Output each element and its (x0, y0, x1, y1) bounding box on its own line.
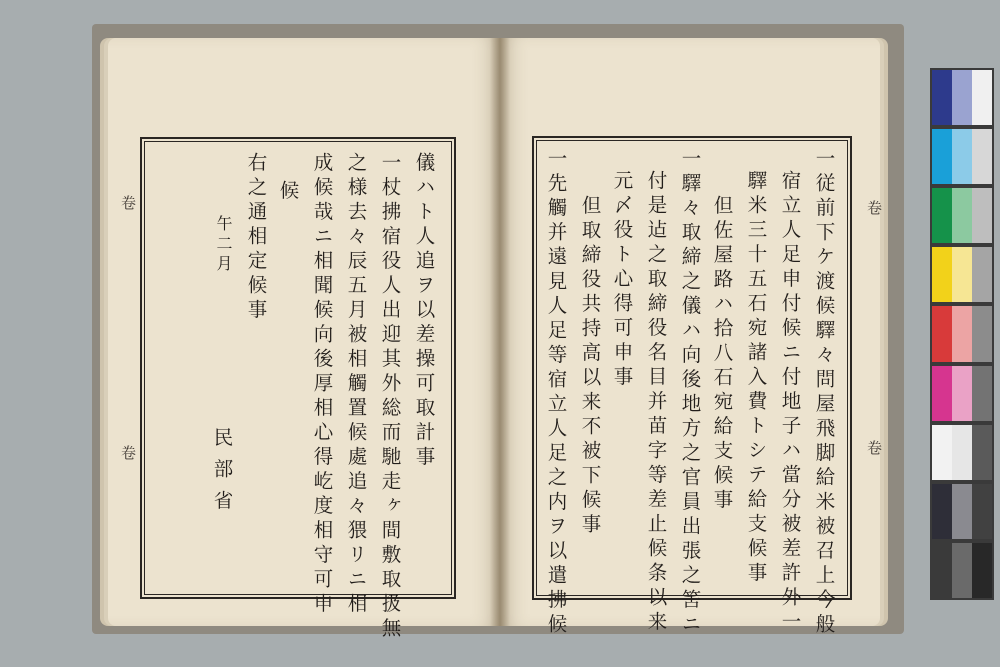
color-swatch-light (952, 543, 972, 598)
color-swatch-light (952, 484, 972, 539)
color-swatch-light (952, 70, 972, 125)
gray-swatch (972, 366, 992, 421)
color-swatch-light (952, 306, 972, 361)
right-column-3: 驛米三十五石宛諸入費トシテ給支候事 (744, 170, 768, 587)
color-swatch-light (952, 425, 972, 480)
left-column-8: 民部省 (210, 427, 234, 522)
left-column-7: 午二月 (214, 215, 233, 275)
color-swatch-light (952, 247, 972, 302)
color-swatch (932, 70, 952, 125)
book-gutter (490, 38, 510, 626)
gray-swatch (972, 70, 992, 125)
gray-swatch (972, 129, 992, 184)
page-edge-mark: 卷 (119, 195, 137, 211)
color-swatch (932, 484, 952, 539)
right-column-9: 一先觸并遠見人足等宿立人足之内ヲ以遣拂候 (544, 148, 568, 638)
right-column-6: 付是迠之取締役名目并苗字等差止候条以来 (644, 170, 668, 636)
color-swatch (932, 425, 952, 480)
gray-swatch (972, 543, 992, 598)
color-calibration-strip (930, 68, 994, 600)
color-swatch (932, 543, 952, 598)
page-edge-mark: 卷 (865, 440, 883, 456)
right-column-1: 一従前下ケ渡候驛々問屋飛脚給米被召上今般 (812, 148, 836, 638)
right-column-7: 元〆役ト心得可申事 (610, 170, 634, 391)
color-swatch (932, 366, 952, 421)
page-edge-mark: 卷 (865, 200, 883, 216)
right-column-2: 宿立人足申付候ニ付地子ハ當分被差許外一 (778, 170, 802, 636)
color-swatch-light (952, 188, 972, 243)
color-swatch (932, 306, 952, 361)
left-text-frame (140, 137, 456, 599)
page-edge-mark: 卷 (119, 445, 137, 461)
right-column-4: 但佐屋路ハ拾八石宛給支候事 (710, 195, 734, 514)
gray-swatch (972, 306, 992, 361)
left-column-3: 之様去々辰五月被相觸置候處追々猥リニ相 (344, 152, 368, 618)
color-swatch (932, 188, 952, 243)
left-column-4: 成候哉ニ相聞候向後厚相心得屹度相守可申 (310, 152, 334, 618)
right-column-8: 但取締役共持高以来不被下候事 (578, 195, 602, 538)
color-swatch (932, 247, 952, 302)
gray-swatch (972, 425, 992, 480)
color-swatch (932, 129, 952, 184)
left-column-1: 儀ハト人追ヲ以差操可取計事 (412, 152, 436, 471)
color-swatch-light (952, 366, 972, 421)
left-column-6: 右之通相定候事 (244, 152, 268, 324)
gray-swatch (972, 188, 992, 243)
left-column-5: 候 (276, 180, 300, 205)
right-column-5: 一驛々取締之儀ハ向後地方之官員出張之筈ニ (678, 148, 702, 638)
gray-swatch (972, 247, 992, 302)
color-swatch-light (952, 129, 972, 184)
gray-swatch (972, 484, 992, 539)
left-column-2: 一杖拂宿役人出迎其外総而馳走ヶ間敷取扱無 (378, 152, 402, 642)
